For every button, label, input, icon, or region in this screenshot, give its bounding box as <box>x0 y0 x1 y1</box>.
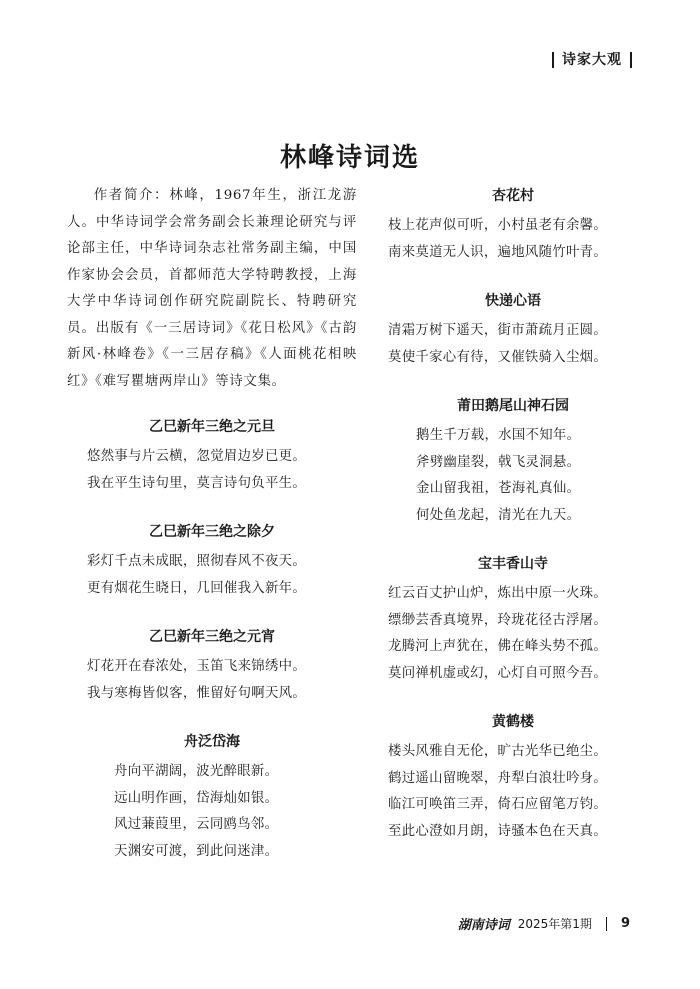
poem-line: 天渊安可渡，到此问迷津。 <box>114 843 279 859</box>
section-tag: 诗家大观 <box>552 52 632 68</box>
poem-line: 远山明作画，岱海灿如银。 <box>114 790 279 806</box>
poem-line: 鹅生千万载，水国不知年。 <box>416 428 581 443</box>
poem-line: 鹤过遥山留晚翠，舟犁白浪壮吟身。 <box>388 770 608 786</box>
author-intro: 作者简介：林峰，1967年生，浙江龙游人。中华诗词学会常务副会长兼理论研究与评论部主任，中华诗词杂志社常务副主编，中国作家协会会员，首都师范大学特聘教授，上海大学中华诗词创作研究院副院长、特聘研究员。出版有《一三居诗词》《花日松风》《古韵新风·林峰卷》《一三居存稿》《人面桃花相映红》《难写瞿塘两岸山》等诗文集。 <box>67 188 357 389</box>
page-title: 林峰诗词选 <box>279 143 420 173</box>
poem <box>388 183 638 266</box>
poem-line: 莫使千家心有待，又催铁骑入尘烟。 <box>388 349 608 365</box>
poem-line: 灯花开在春浓处，玉笛飞来锦绣中。 <box>87 659 307 674</box>
poem-line: 南来莫道无人识，遍地风随竹叶青。 <box>388 244 608 260</box>
poem-line: 莫问禅机虚或幻，心灯自可照今吾。 <box>388 665 608 681</box>
poem <box>67 729 357 865</box>
poem-line: 我在平生诗句里，莫言诗句负平生。 <box>87 475 307 491</box>
poem-line: 风过蒹葭里，云同鸥鸟邻。 <box>114 817 279 832</box>
poem-title: 杏花村 <box>492 188 534 204</box>
poem-title: 舟泛岱海 <box>184 734 240 750</box>
poem <box>67 414 357 497</box>
issue-label: 2025年第1期 <box>517 917 592 931</box>
poem-title: 乙巳新年三绝之除夕 <box>149 524 275 540</box>
right-column <box>388 183 638 867</box>
poem-line: 悠然事与片云横，忽觉眉边岁已更。 <box>87 449 307 464</box>
poem-line: 至此心澄如月朗，诗骚本色在天真。 <box>388 823 608 839</box>
poem-title: 快递心语 <box>485 293 541 309</box>
poem-line: 清霜万树下遥天，街市萧疏月正圆。 <box>388 323 608 338</box>
poem-title: 乙巳新年三绝之元宵 <box>149 629 275 645</box>
poem-line: 更有烟花生晓日，几回催我入新年。 <box>87 580 307 596</box>
poem-title: 黄鹤楼 <box>492 714 534 730</box>
footer-divider <box>606 917 607 931</box>
poem <box>388 288 638 371</box>
poem-line: 何处鱼龙起，清光在九天。 <box>416 507 581 523</box>
poem-line: 我与寒梅皆似客，惟留好句啊天风。 <box>87 685 307 701</box>
poem <box>67 624 357 707</box>
poem <box>388 393 638 529</box>
poem-line: 金山留我祖，苍海礼真仙。 <box>416 481 581 496</box>
poem-line: 舟向平湖阔，波光醉眼新。 <box>114 764 279 779</box>
poem-line: 斧劈幽崖裂，戟飞灵洞悬。 <box>416 454 581 470</box>
poem-title: 宝丰香山寺 <box>478 556 548 572</box>
page-footer <box>458 914 630 933</box>
poem-line: 枝上花声似可听，小村虽老有余馨。 <box>388 218 608 233</box>
poem-line: 缥缈芸香真境界，玲珑花径古浮屠。 <box>388 612 608 628</box>
poem <box>388 551 638 687</box>
left-column <box>67 183 357 887</box>
poem-line: 楼头风雅自无伦，旷古光华已绝尘。 <box>388 744 608 759</box>
poem <box>388 709 638 845</box>
poem <box>67 519 357 602</box>
poem-line: 彩灯千点未成眠，照彻春风不夜天。 <box>87 554 307 569</box>
poem-title: 莆田鹅尾山神石园 <box>457 398 569 414</box>
magazine-name: 湖南诗词 <box>457 918 510 933</box>
poem-line: 龙腾河上声犹在，佛在峰头势不孤。 <box>388 639 608 654</box>
poem-title: 乙巳新年三绝之元旦 <box>149 419 275 435</box>
page-number: 9 <box>620 916 630 931</box>
poem-line: 临江可唤笛三弄，倚石应留笔万钧。 <box>388 797 608 812</box>
poem-line: 红云百丈护山炉，炼出中原一火珠。 <box>388 586 608 601</box>
